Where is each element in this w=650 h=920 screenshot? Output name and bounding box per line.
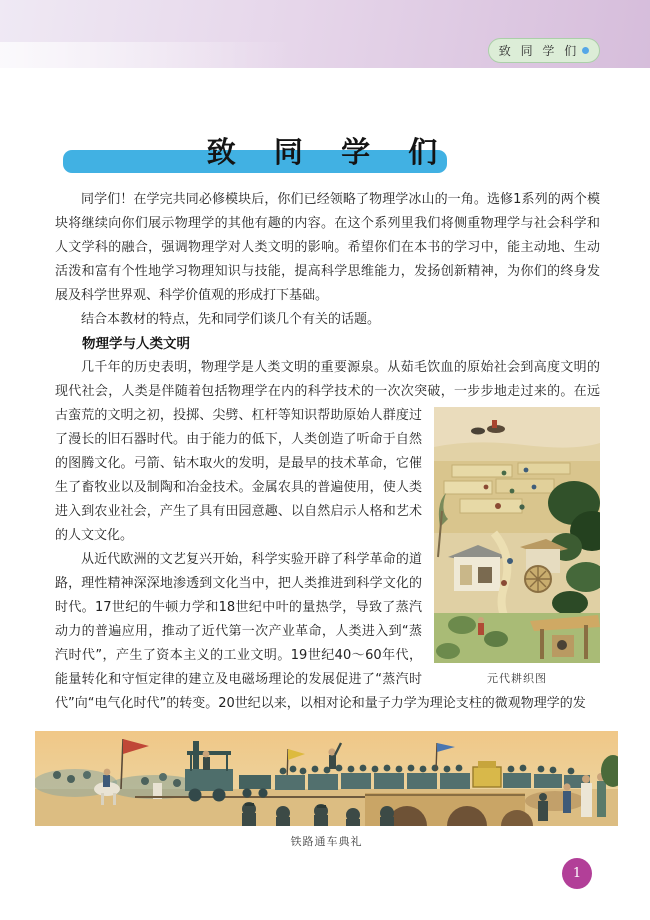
page-number: 1 <box>572 866 582 881</box>
farming-figure <box>434 407 600 685</box>
body-text <box>55 188 600 716</box>
farming-figure-caption: 元代耕织图 <box>487 672 547 685</box>
section-heading: 物理学与人类文明 <box>82 336 190 352</box>
paragraph-2: 结合本教材的特点，先和同学们谈几个有关的话题。 <box>81 312 381 327</box>
chapter-tab-label: 致 同 学 们 <box>498 43 580 58</box>
blue-dot-icon <box>582 47 589 54</box>
railway-painting <box>35 731 618 826</box>
page-number-badge <box>562 858 592 889</box>
paragraph-3-part-a: 几千年的历史表明，物理学是人类文明的重要源泉。从茹毛饮血的原始社会到高度文明的现代社会，人类是伴随着包括物理学在内的科学技术的一次次突破，一步步地走过来的。在远古蛮荒的文明之初，投掷、尖劈、杠杆等知识帮 <box>55 360 600 423</box>
chapter-tab <box>488 38 600 63</box>
railway-figure-caption: 铁路通车典礼 <box>290 835 363 848</box>
paragraph-4: 从近代欧洲的文艺复兴开始，科学实验开辟了科学革命的道路，理性精神深深地渗透到文化当中，把人类推进到科学文化的时代。17世纪的牛顿力学和18世纪中叶的量热学，导致了蒸汽动力的普遍应用，推动了近代第一次产业革命，人类进入到“蒸汽时代”，产生了资本主义的工业文明。19世纪40～60年代，能量转化和守恒定律的建立及电磁场理论的发展促进了“蒸汽时代”向“电气化时代”的转变。20世纪以来，以相对论和量子力学为理论支柱的微观物理学的发 <box>55 552 586 711</box>
farming-painting <box>434 407 600 663</box>
railway-figure <box>35 731 618 848</box>
page-title: 致 同 学 们 <box>206 135 444 169</box>
paragraph-3-part-b: 助原始人群度过了漫长的旧石器时代。由于能力的低下，人类创造了听命于自然的图腾文化。弓箭、钻木取火的发明，是最早的技术革命，它催生了畜牧业以及制陶和冶金技术。金属农具的普遍使用，使人类进入到农业社会，产生了具有田园意趣、以自然启示人格和艺术的人文文化。 <box>55 408 422 543</box>
paragraph-1: 同学们！在学完共同必修模块后，你们已经领略了物理学冰山的一角。选修1系列的两个模块将继续向你们展示物理学的其他有趣的内容。在这个系列里我们将侧重物理学与社会科学和人文学科的融合，强调物理学对人类文明的影响。希望你们在本书的学习中，能主动地、生动活泼和富有个性地学习物理知识与技能，提高科学思维能力，发扬创新精神，为你们的终身发展及科学世界观、科学价值观的形成打下基础。 <box>55 192 600 303</box>
